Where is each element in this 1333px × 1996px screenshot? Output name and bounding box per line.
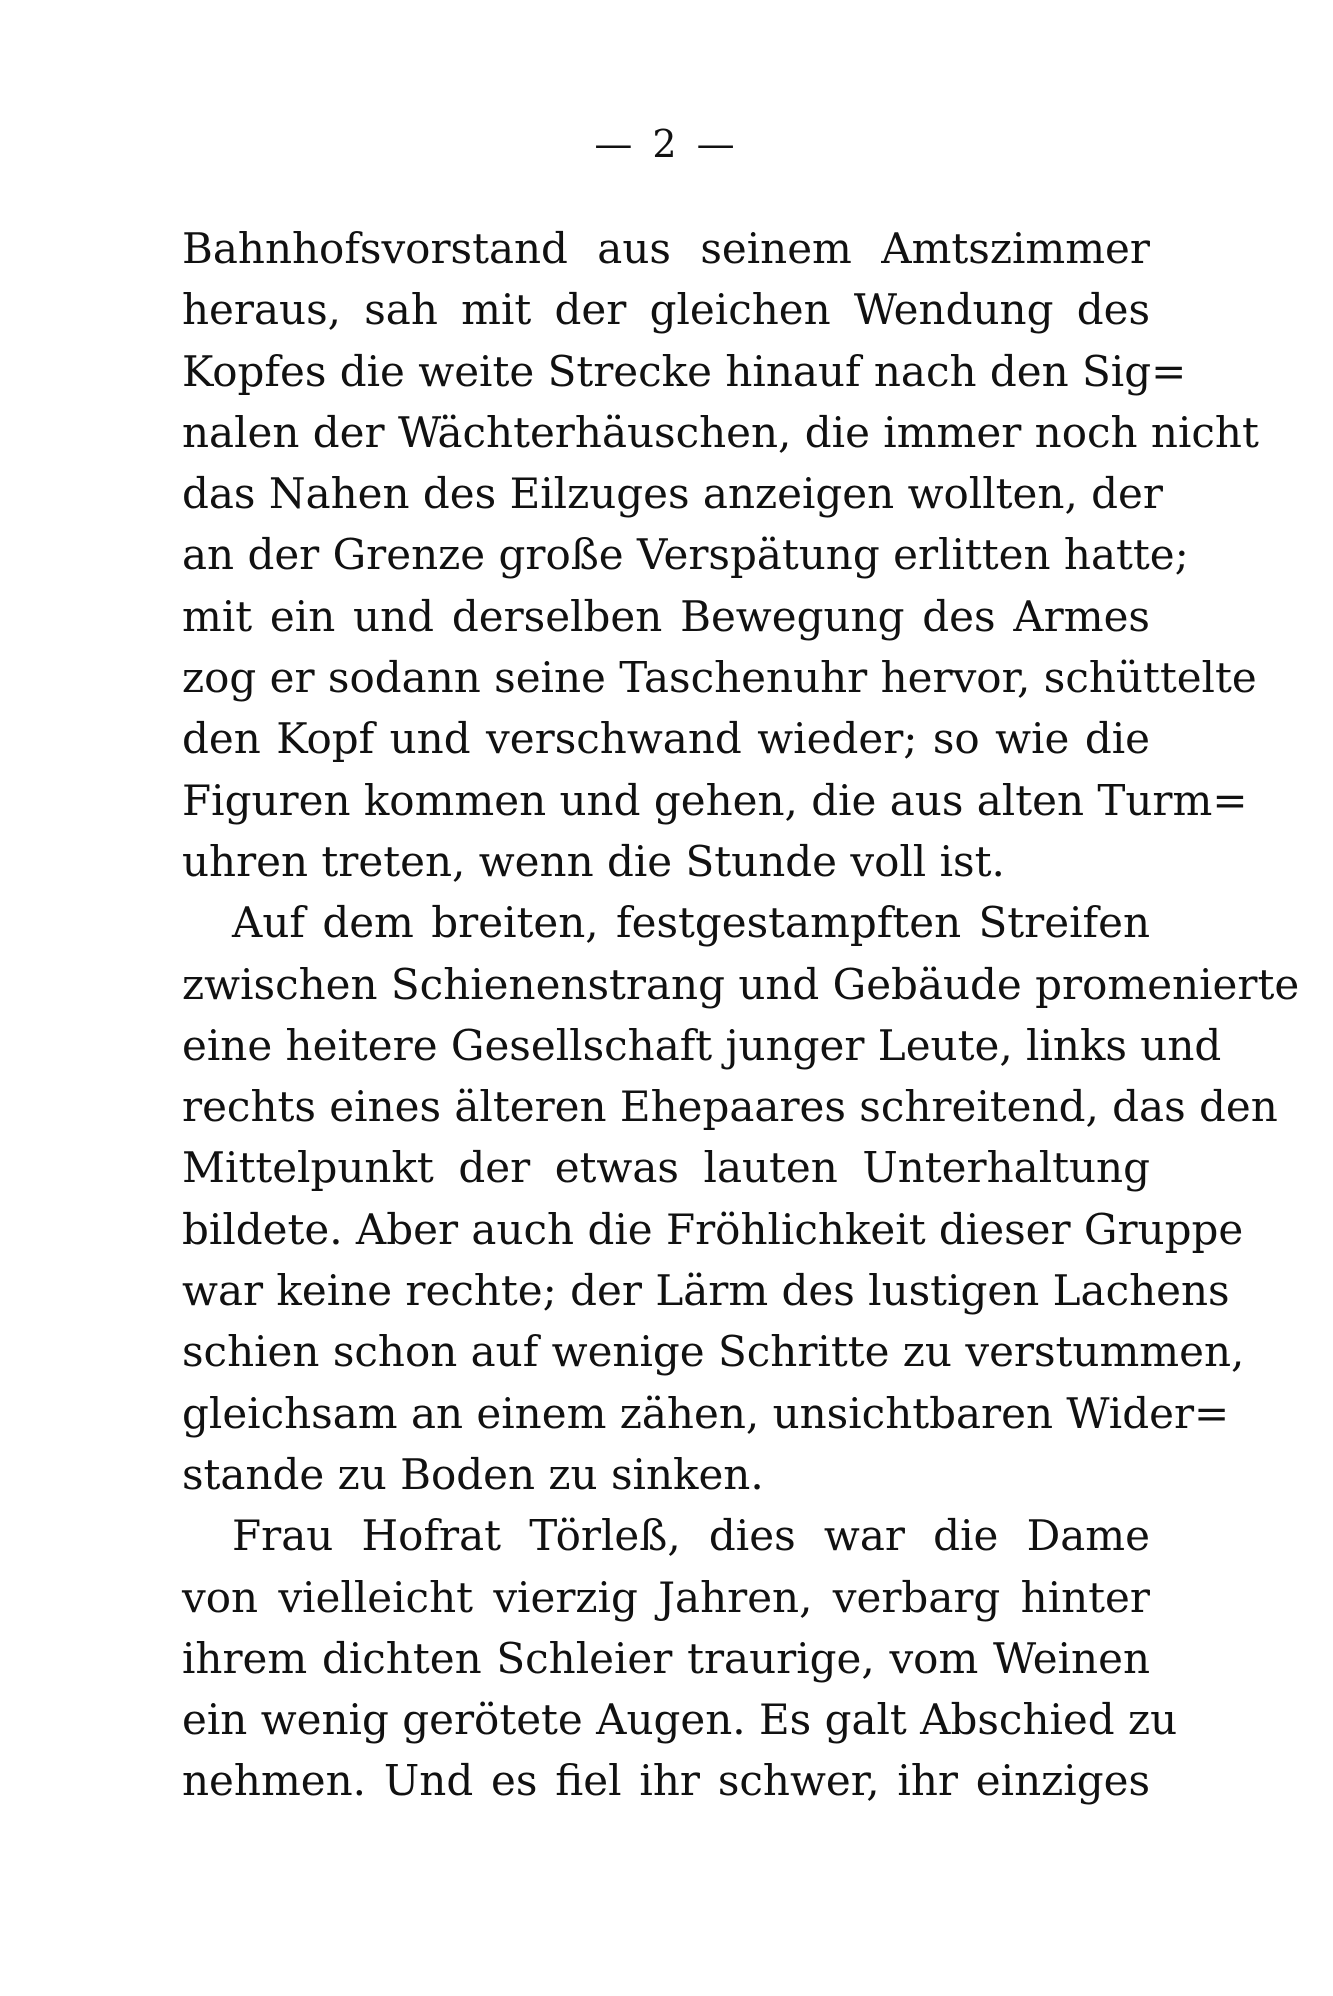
text-line: Figuren kommen und gehen, die aus alten Turm= bbox=[182, 775, 1248, 825]
text-line: den Kopf und verschwand wieder; so wie die bbox=[182, 714, 1150, 764]
text-line: nalen der Wächterhäuschen, die immer noch nicht bbox=[182, 407, 1259, 457]
text-line: stande zu Boden zu sinken. bbox=[182, 1449, 764, 1499]
paragraph-2 bbox=[182, 892, 1300, 1505]
text-line: heraus, sah mit der gleichen Wendung des bbox=[182, 285, 1150, 335]
text-line: bildete. Aber auch die Fröhlichkeit dieser Gruppe bbox=[182, 1204, 1244, 1254]
text-line: rechts eines älteren Ehepaares schreitend, das den bbox=[182, 1082, 1278, 1132]
text-line: gleichsam an einem zähen, unsichtbaren Wider= bbox=[182, 1388, 1230, 1438]
text-line: Mittelpunkt der etwas lauten Unterhaltung bbox=[182, 1143, 1150, 1193]
text-line: an der Grenze große Verspätung erlitten hatte; bbox=[182, 530, 1189, 580]
text-line: war keine rechte; der Lärm des lustigen Lachens bbox=[182, 1266, 1230, 1316]
text-line: ein wenig gerötete Augen. Es galt Abschied zu bbox=[182, 1695, 1178, 1745]
body-text bbox=[182, 218, 1300, 1812]
text-line: zwischen Schienenstrang und Gebäude promenierte bbox=[182, 959, 1300, 1009]
text-line: nehmen. Und es fiel ihr schwer, ihr einziges bbox=[182, 1756, 1150, 1806]
paragraph-1 bbox=[182, 218, 1259, 892]
text-line: von vielleicht vierzig Jahren, verbarg hinter bbox=[182, 1572, 1150, 1622]
text-line: Bahnhofsvorstand aus seinem Amtszimmer bbox=[182, 224, 1150, 273]
text-line: Kopfes die weite Strecke hinauf nach den Sig= bbox=[182, 346, 1187, 396]
paragraph-3 bbox=[182, 1505, 1178, 1811]
text-line: zog er sodann seine Taschenuhr hervor, schüttelte bbox=[182, 653, 1257, 703]
text-line: uhren treten, wenn die Stunde voll ist. bbox=[182, 836, 1005, 886]
text-line: das Nahen des Eilzuges anzeigen wollten, der bbox=[182, 469, 1163, 519]
text-line: Auf dem breiten, festgestampften Streifen bbox=[232, 898, 1150, 948]
text-line: schien schon auf wenige Schritte zu verstummen, bbox=[182, 1327, 1245, 1377]
text-line: mit ein und derselben Bewegung des Armes bbox=[182, 591, 1150, 641]
text-line: eine heitere Gesellschaft junger Leute, links und bbox=[182, 1020, 1222, 1070]
text-line: Frau Hofrat Törleß, dies war die Dame bbox=[232, 1511, 1150, 1561]
text-line: ihrem dichten Schleier traurige, vom Weinen bbox=[182, 1633, 1150, 1683]
page-number: — 2 — bbox=[594, 122, 739, 166]
